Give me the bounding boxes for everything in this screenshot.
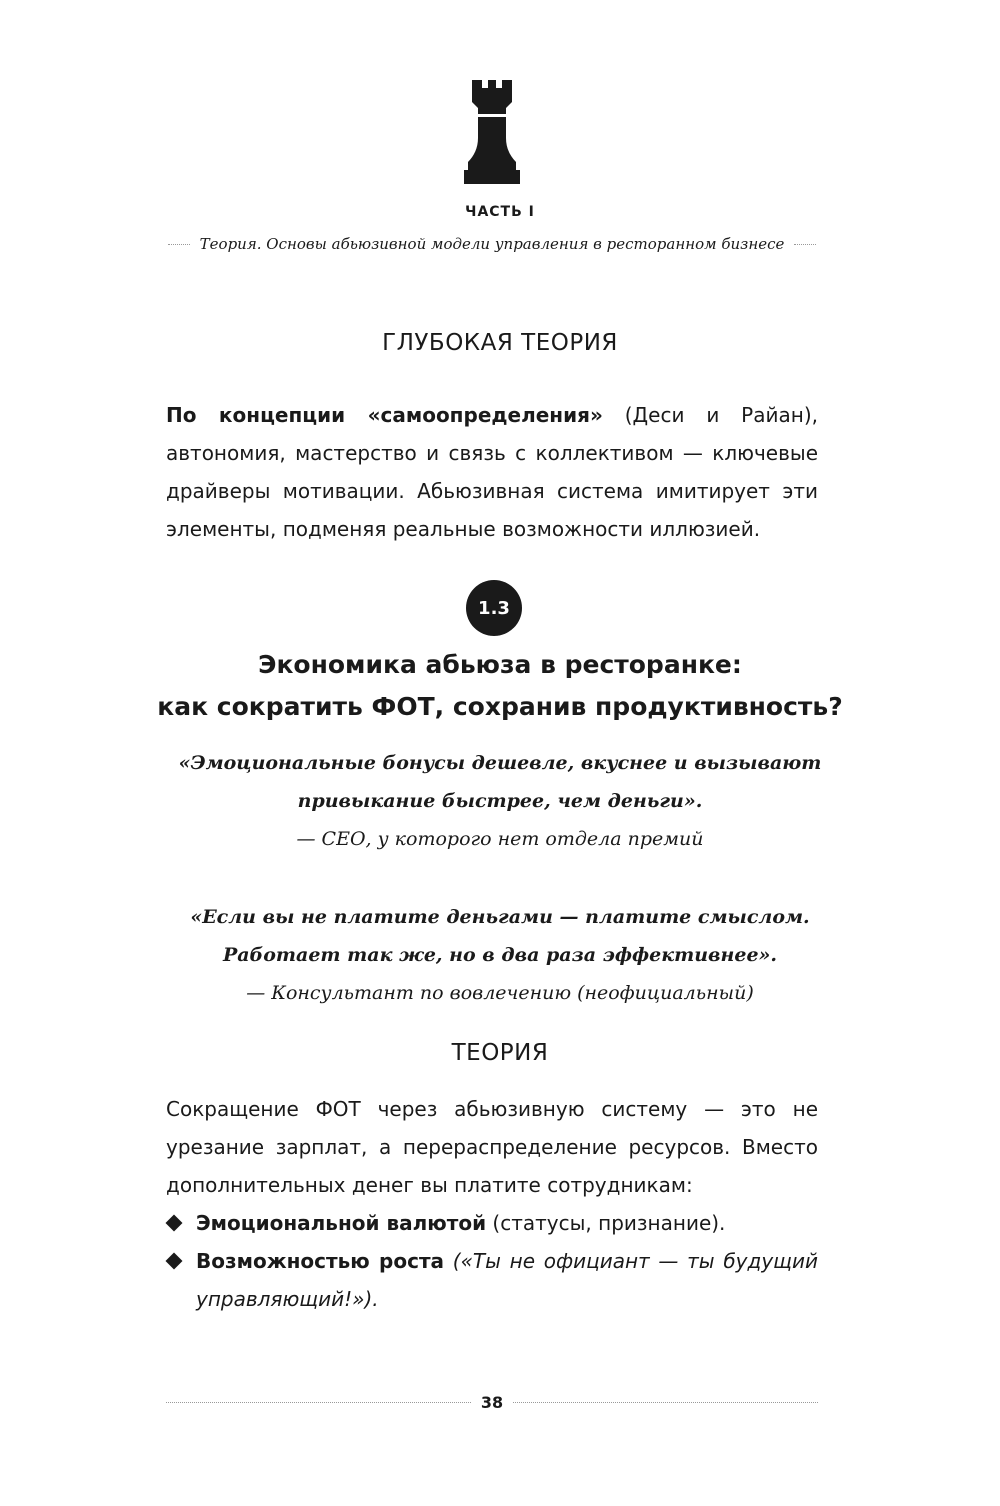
chapter-number-badge: 1.3 xyxy=(466,580,522,636)
quote-2-line-2: Работает так же, но в два раза эффективнее». xyxy=(222,944,778,966)
diamond-bullet-icon xyxy=(166,1215,183,1232)
quote-2-attribution: — Консультант по вовлечению (неофициальный) xyxy=(246,982,754,1004)
deep-theory-paragraph xyxy=(166,396,818,548)
bullet-2-italic: («Ты не официант — ты будущий управляющий!»). xyxy=(196,1249,818,1311)
quote-1-line-2: привыкание быстрее, чем деньги». xyxy=(297,790,703,812)
epigraph-quote-1 xyxy=(0,744,1000,858)
bullet-1-bold: Эмоциональной валютой xyxy=(196,1211,487,1235)
section-heading-theory: ТЕОРИЯ xyxy=(451,1040,549,1066)
page-footer xyxy=(166,1390,818,1414)
bullet-2-text xyxy=(444,1249,453,1273)
theory-bullet-list xyxy=(166,1204,818,1318)
part-subtitle: Теория. Основы абьюзивной модели управления в ресторанном бизнесе xyxy=(199,235,785,253)
deep-theory-bold-lead: По концепции «самоопределения» xyxy=(166,403,603,427)
chapter-title xyxy=(0,644,1000,728)
chess-rook-icon xyxy=(464,80,520,184)
list-item xyxy=(166,1242,818,1318)
footer-rule-right xyxy=(513,1402,818,1403)
theory-paragraph: Сокращение ФОТ через абьюзивную систему — это не урезание зарплат, а перераспределение ресурсов. Вместо дополнительных денег вы платите сотрудникам: xyxy=(166,1097,818,1197)
running-header xyxy=(168,232,816,256)
chapter-title-line-1: Экономика абьюза в ресторанке: xyxy=(258,650,742,679)
footer-rule-left xyxy=(166,1402,471,1403)
quote-2-line-1: «Если вы не платите деньгами — платите смыслом. xyxy=(190,906,810,928)
dotted-rule-right xyxy=(794,244,816,245)
deep-theory-text: (Деси и Райан), автономия, мастерство и связь с коллективом — ключевые драйверы мотивации. Абьюзивная система имитирует эти элементы, подменяя реальные возможности иллюзией. xyxy=(166,403,818,541)
list-item xyxy=(166,1204,818,1242)
chapter-title-line-2: как сократить ФОТ, сохранив продуктивность? xyxy=(157,692,843,721)
epigraph-quote-2 xyxy=(0,898,1000,1012)
part-label: ЧАСТЬ I xyxy=(465,204,535,220)
quote-1-line-1: «Эмоциональные бонусы дешевле, вкуснее и вызывают xyxy=(178,752,822,774)
dotted-rule-left xyxy=(168,244,190,245)
bullet-2-bold: Возможностью роста xyxy=(196,1249,445,1273)
section-heading-deep-theory: ГЛУБОКАЯ ТЕОРИЯ xyxy=(382,330,618,356)
bullet-1-text: (статусы, признание). xyxy=(486,1211,726,1235)
page-number: 38 xyxy=(480,1392,504,1412)
quote-1-attribution: — СЕО, у которого нет отдела премий xyxy=(296,828,704,850)
diamond-bullet-icon xyxy=(166,1253,183,1270)
